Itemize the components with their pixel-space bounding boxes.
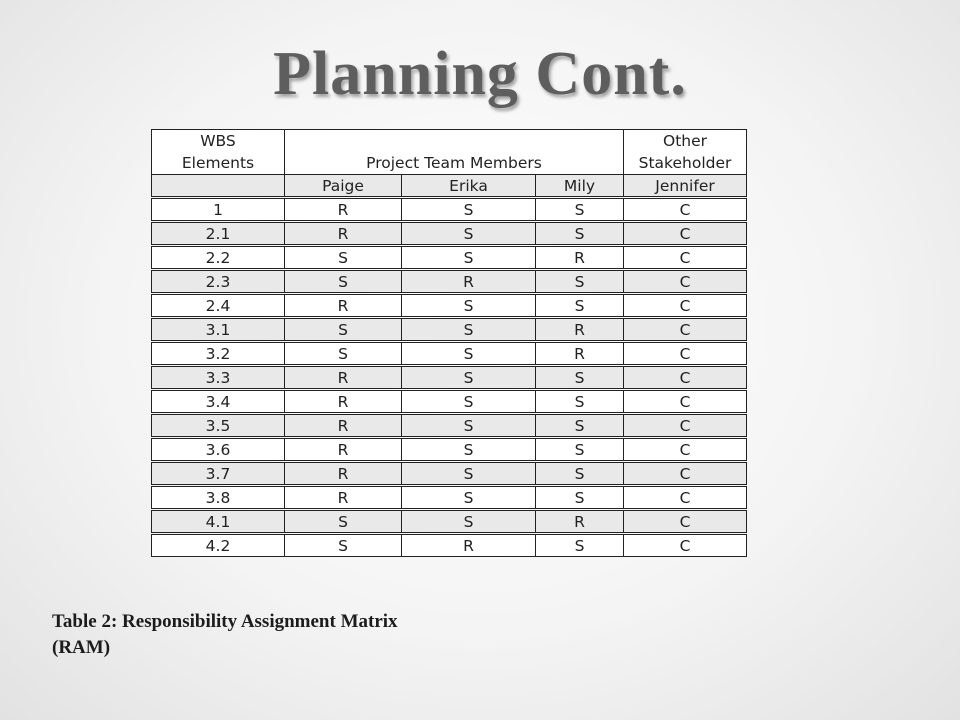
assignment-cell-mily: S <box>536 415 624 437</box>
assignment-cell-paige: S <box>285 247 402 269</box>
header-other-line2: Stakeholder <box>624 152 747 175</box>
assignment-cell-erika: S <box>402 391 536 413</box>
wbs-element-cell: 3.1 <box>152 319 285 341</box>
caption-line1: Table 2: Responsibility Assignment Matrix <box>52 611 398 632</box>
column-names-row <box>152 175 747 197</box>
wbs-element-cell: 2.4 <box>152 295 285 317</box>
assignment-cell-erika: R <box>402 535 536 557</box>
matrix-body <box>152 197 747 557</box>
responsibility-matrix-table <box>151 129 747 557</box>
assignment-cell-jennifer: C <box>624 391 747 413</box>
wbs-element-cell: 1 <box>152 199 285 221</box>
table-row <box>152 535 747 557</box>
wbs-element-cell: 3.8 <box>152 487 285 509</box>
assignment-cell-paige: S <box>285 511 402 533</box>
assignment-cell-jennifer: C <box>624 295 747 317</box>
assignment-cell-mily: R <box>536 343 624 365</box>
table-row <box>152 391 747 413</box>
assignment-cell-erika: S <box>402 319 536 341</box>
assignment-cell-erika: S <box>402 247 536 269</box>
assignment-cell-jennifer: C <box>624 223 747 245</box>
table-row <box>152 271 747 293</box>
assignment-cell-mily: S <box>536 271 624 293</box>
table-row <box>152 415 747 437</box>
assignment-cell-paige: R <box>285 367 402 389</box>
assignment-cell-paige: R <box>285 295 402 317</box>
column-name-paige: Paige <box>285 175 402 197</box>
table-caption <box>52 609 572 661</box>
wbs-element-cell: 3.4 <box>152 391 285 413</box>
table-row <box>152 295 747 317</box>
caption-line2: (RAM) <box>52 637 111 658</box>
column-name-mily: Mily <box>536 175 624 197</box>
assignment-cell-mily: S <box>536 367 624 389</box>
assignment-cell-erika: S <box>402 295 536 317</box>
assignment-cell-paige: S <box>285 535 402 557</box>
assignment-cell-paige: S <box>285 271 402 293</box>
assignment-cell-mily: S <box>536 535 624 557</box>
assignment-cell-paige: R <box>285 439 402 461</box>
header-wbs-line2: Elements <box>152 152 285 175</box>
assignment-cell-mily: S <box>536 487 624 509</box>
wbs-element-cell: 2.2 <box>152 247 285 269</box>
table-row <box>152 463 747 485</box>
table-row <box>152 223 747 245</box>
table-header-row-top <box>152 130 747 153</box>
assignment-cell-paige: R <box>285 223 402 245</box>
assignment-cell-jennifer: C <box>624 487 747 509</box>
assignment-cell-paige: R <box>285 415 402 437</box>
assignment-cell-erika: S <box>402 511 536 533</box>
assignment-cell-jennifer: C <box>624 463 747 485</box>
assignment-cell-paige: R <box>285 391 402 413</box>
assignment-cell-jennifer: C <box>624 367 747 389</box>
assignment-cell-mily: S <box>536 463 624 485</box>
assignment-cell-erika: S <box>402 343 536 365</box>
assignment-cell-jennifer: C <box>624 511 747 533</box>
assignment-cell-mily: S <box>536 391 624 413</box>
assignment-cell-mily: S <box>536 295 624 317</box>
assignment-cell-jennifer: C <box>624 343 747 365</box>
table-header-row-bottom <box>152 152 747 175</box>
assignment-cell-mily: R <box>536 511 624 533</box>
assignment-cell-paige: R <box>285 487 402 509</box>
assignment-cell-mily: R <box>536 319 624 341</box>
table-row <box>152 199 747 221</box>
wbs-element-cell: 2.1 <box>152 223 285 245</box>
header-wbs-line1: WBS <box>152 130 285 153</box>
wbs-element-cell: 3.3 <box>152 367 285 389</box>
wbs-element-cell: 4.1 <box>152 511 285 533</box>
assignment-cell-erika: S <box>402 223 536 245</box>
column-name-blank <box>152 175 285 197</box>
wbs-element-cell: 3.2 <box>152 343 285 365</box>
column-name-jennifer: Jennifer <box>624 175 747 197</box>
wbs-element-cell: 3.5 <box>152 415 285 437</box>
assignment-cell-jennifer: C <box>624 319 747 341</box>
assignment-cell-erika: S <box>402 487 536 509</box>
assignment-cell-jennifer: C <box>624 271 747 293</box>
assignment-cell-erika: S <box>402 415 536 437</box>
table-row <box>152 343 747 365</box>
header-team-spacer <box>285 130 624 153</box>
header-team-members: Project Team Members <box>285 152 624 175</box>
column-name-erika: Erika <box>402 175 536 197</box>
table-row <box>152 367 747 389</box>
assignment-cell-erika: S <box>402 199 536 221</box>
assignment-cell-jennifer: C <box>624 439 747 461</box>
assignment-cell-mily: S <box>536 223 624 245</box>
assignment-cell-paige: S <box>285 343 402 365</box>
assignment-cell-mily: R <box>536 247 624 269</box>
table-row <box>152 511 747 533</box>
wbs-element-cell: 3.7 <box>152 463 285 485</box>
assignment-cell-mily: S <box>536 199 624 221</box>
wbs-element-cell: 3.6 <box>152 439 285 461</box>
table-row <box>152 319 747 341</box>
assignment-cell-jennifer: C <box>624 247 747 269</box>
assignment-cell-paige: R <box>285 199 402 221</box>
assignment-cell-erika: S <box>402 463 536 485</box>
assignment-cell-jennifer: C <box>624 535 747 557</box>
table-row <box>152 487 747 509</box>
table-row <box>152 247 747 269</box>
header-other-line1: Other <box>624 130 747 153</box>
slide-title: Planning Cont. <box>273 40 687 108</box>
assignment-cell-paige: S <box>285 319 402 341</box>
assignment-cell-erika: R <box>402 271 536 293</box>
assignment-cell-paige: R <box>285 463 402 485</box>
wbs-element-cell: 4.2 <box>152 535 285 557</box>
assignment-cell-erika: S <box>402 367 536 389</box>
assignment-cell-erika: S <box>402 439 536 461</box>
wbs-element-cell: 2.3 <box>152 271 285 293</box>
assignment-cell-jennifer: C <box>624 415 747 437</box>
assignment-cell-mily: S <box>536 439 624 461</box>
assignment-cell-jennifer: C <box>624 199 747 221</box>
table-row <box>152 439 747 461</box>
